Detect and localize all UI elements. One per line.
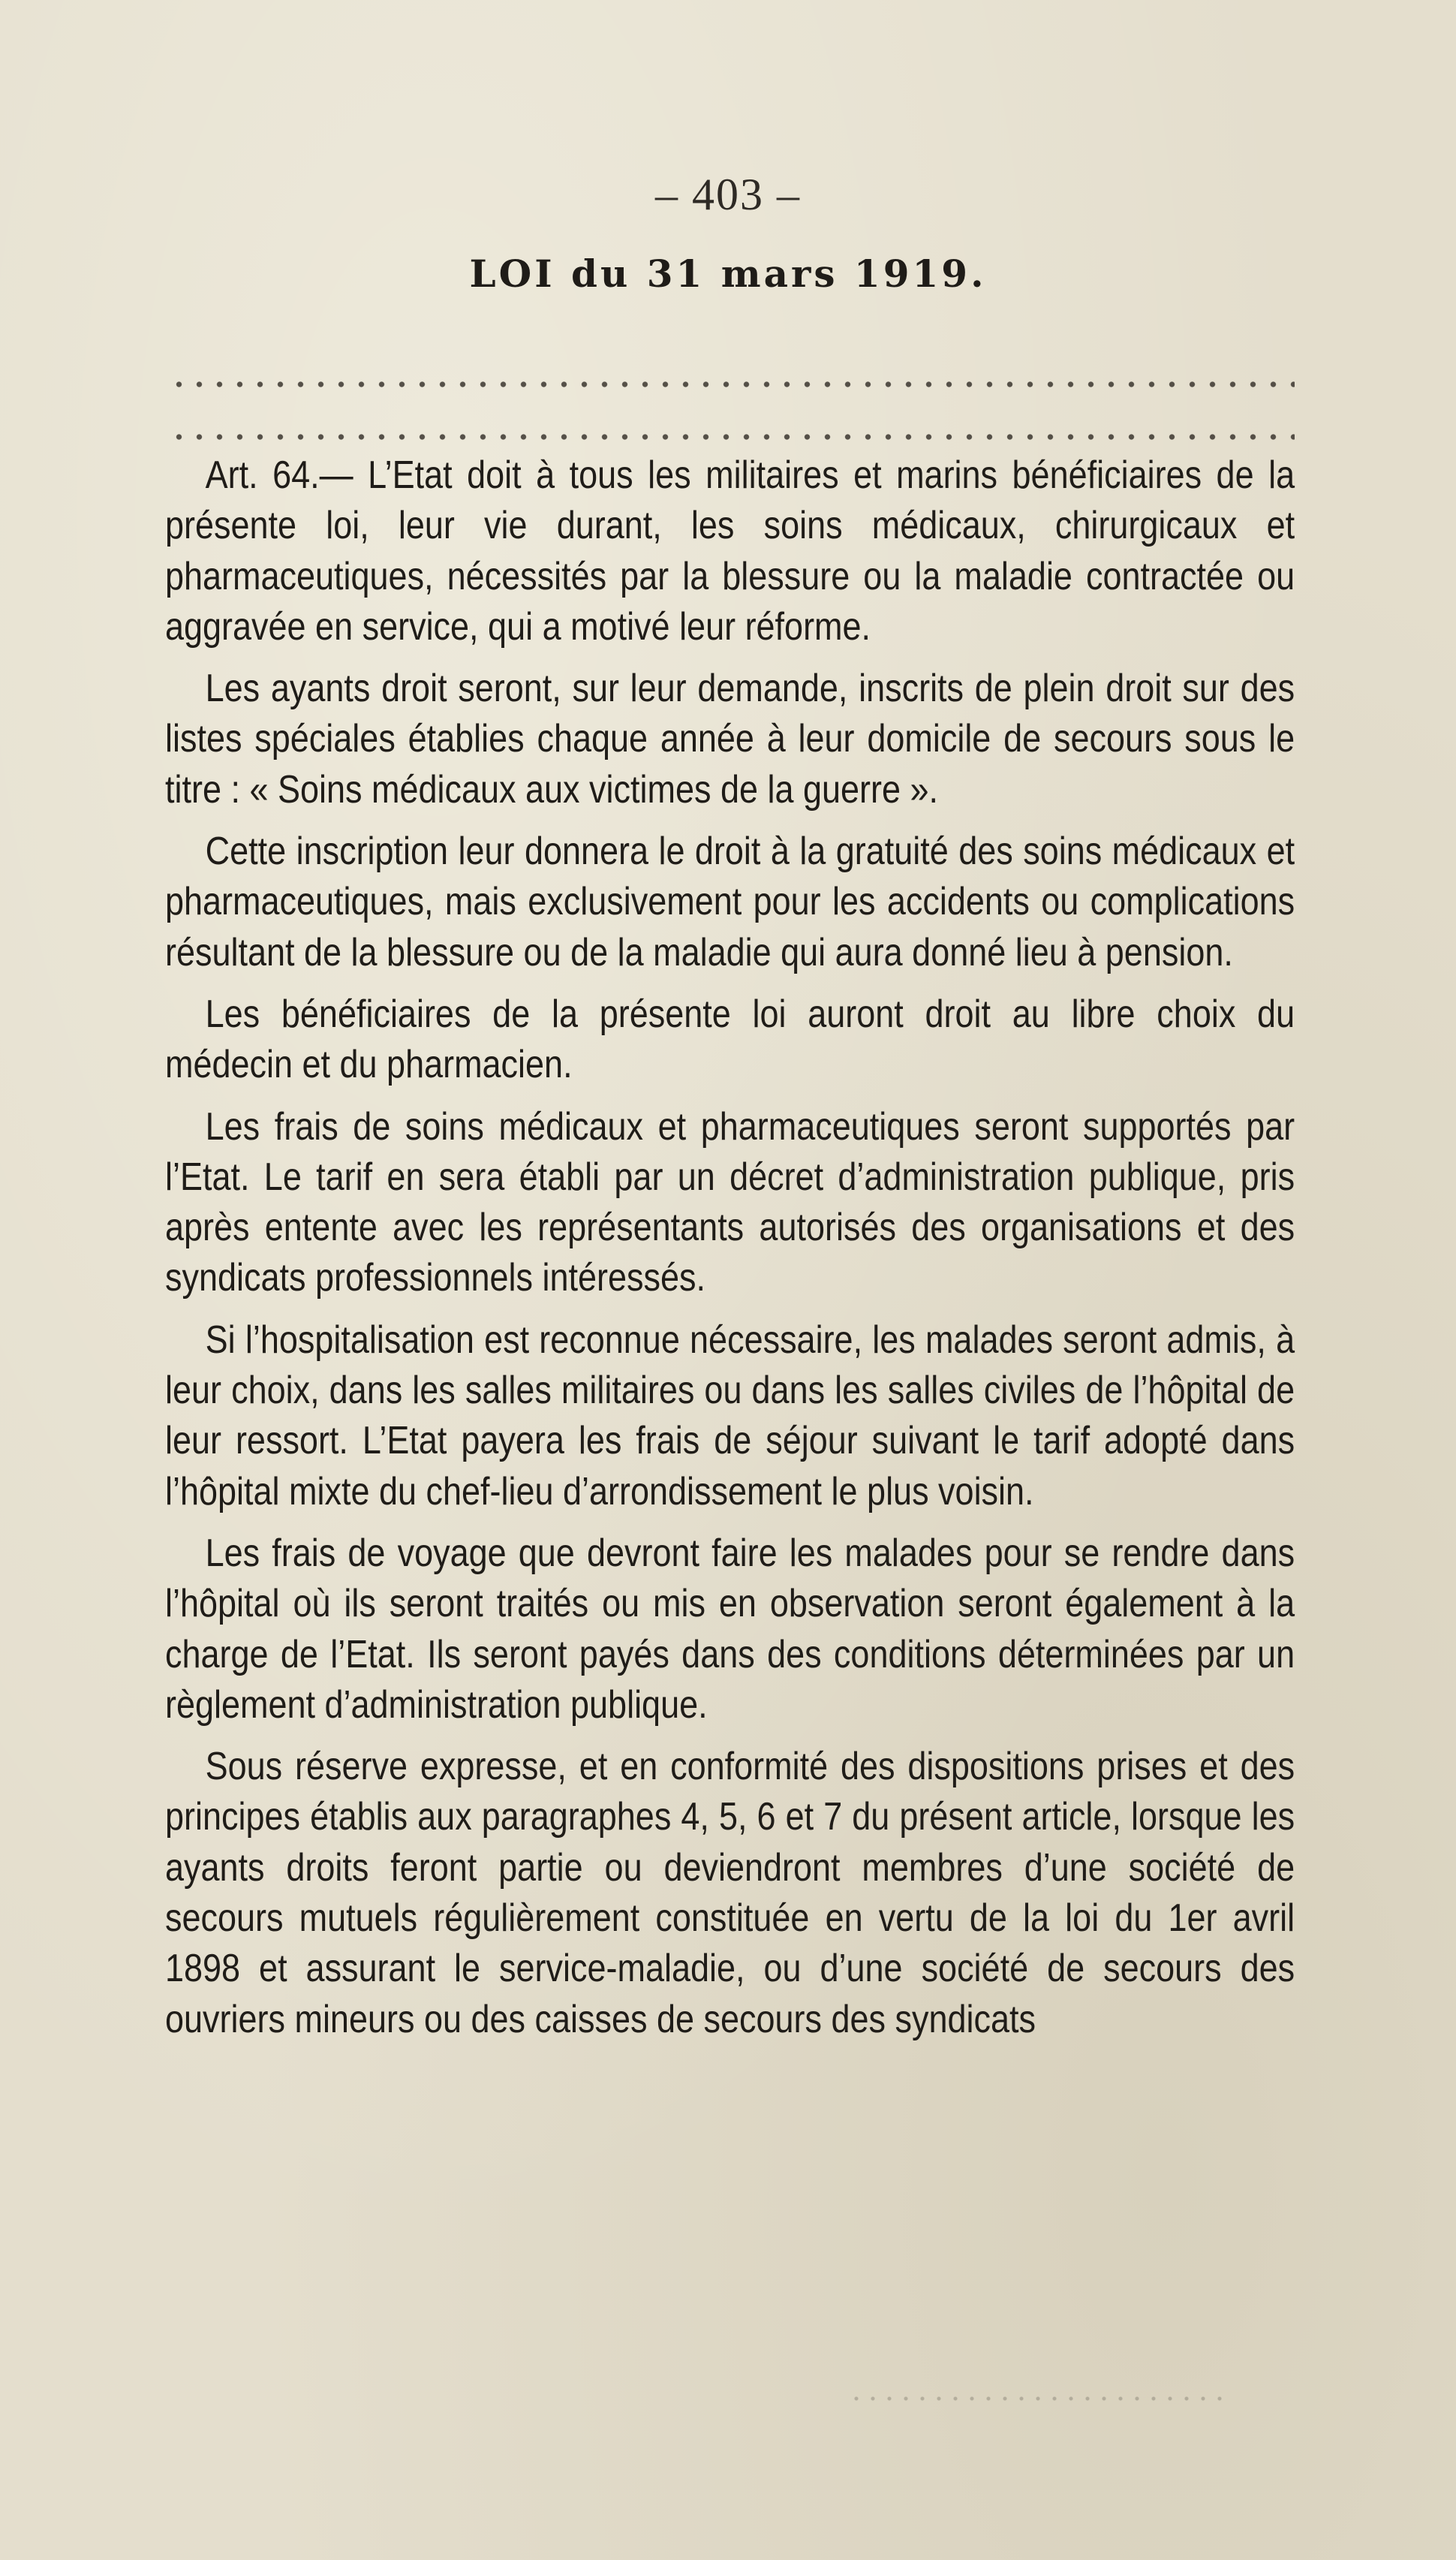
paragraph: Si l’hospitalisation est reconnue nécessaire, les malades seront admis, à leur choix, dans les salles militaires ou dans les salles civiles de l’hôpital de leur ressort. L’Etat payera les frais de séjour suivant le tarif adopté dans l’hôpital mixte du chef-lieu d’arrondissement le plus voisin. — [165, 1318, 1295, 1513]
paragraph: Art. 64.— L’Etat doit à tous les militaires et marins bénéficiaires de la présente loi, leur vie durant, les soins médicaux, chirurgicaux et pharmaceutiques, nécessités par la blessure ou la maladie contractée ou aggravée en service, qui a motivé leur réforme. — [165, 453, 1295, 649]
show-through-marks — [848, 2391, 1223, 2406]
article-text — [165, 450, 1295, 2056]
page-number: – 403 – — [655, 170, 801, 219]
paragraph: Les frais de soins médicaux et pharmaceutiques seront supportés par l’Etat. Le tarif en sera établi par un décret d’administration publique, pris après entente avec les représentants autorisés des organisations et des syndicats professionnels intéressés. — [165, 1104, 1295, 1300]
ellipsis-dots-line — [169, 432, 1295, 442]
paragraph: Les frais de voyage que devront faire les malades pour se rendre dans l’hôpital où ils seront traités ou mis en observation seront également à la charge de l’Etat. Ils seront payés dans des conditions déterminées par un règlement d’administration publique. — [165, 1531, 1295, 1727]
paragraph: Cette inscription leur donnera le droit à la gratuité des soins médicaux et pharmaceutiques, mais exclusivement pour les accidents ou complications résultant de la blessure ou de la maladie qui aura donné lieu à pension. — [165, 830, 1295, 974]
ellipsis-dots-line — [169, 379, 1295, 390]
paragraph: Sous réserve expresse, et en conformité des dispositions prises et des principes établis aux paragraphes 4, 5, 6 et 7 du présent article, lorsque les ayants droits feront partie ou deviendront membres d’une société de secours mutuels régulièrement constituée en vertu de la loi du 1er avril 1898 et assurant le service-maladie, ou d’une société de secours des ouvriers mineurs ou des caisses de secours des syndicats — [165, 1745, 1295, 2041]
law-title: LOI du 31 mars 1919. — [469, 251, 987, 296]
paragraph: Les ayants droit seront, sur leur demande, inscrits de plein droit sur des listes spéciales établies chaque année à leur domicile de secours sous le titre : « Soins médicaux aux victimes de la guerre ». — [165, 667, 1295, 812]
paragraph: Les bénéficiaires de la présente loi auront droit au libre choix du médecin et du pharmacien. — [165, 992, 1295, 1087]
